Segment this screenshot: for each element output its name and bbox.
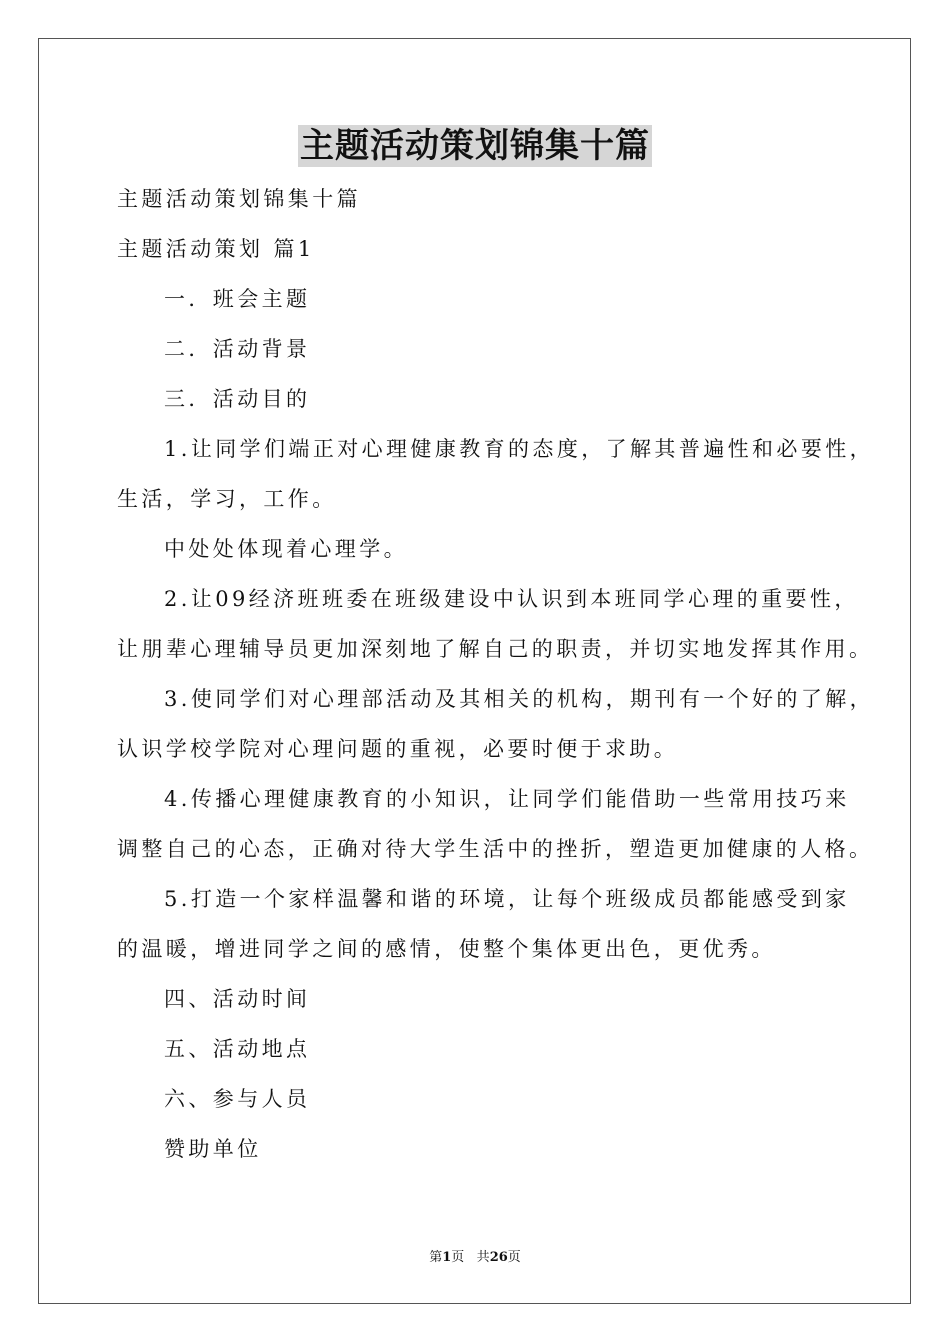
document-body — [117, 180, 875, 1180]
total-pages: 26 — [489, 1250, 508, 1265]
paragraph-line: 生活，学习，工作。 — [117, 487, 337, 511]
paragraph-line: 主题活动策划 篇1 — [117, 237, 315, 261]
paragraph-line: 一．班会主题 — [164, 287, 311, 311]
paragraph-line: 二．活动背景 — [164, 337, 311, 361]
paragraph-line: 主题活动策划锦集十篇 — [117, 187, 361, 211]
document-title: 主题活动策划锦集十篇 — [300, 126, 650, 166]
page-suffix: 页 — [451, 1250, 465, 1265]
paragraph-line: 让朋辈心理辅导员更加深刻地了解自己的职责，并切实地发挥其作用。 — [117, 637, 874, 661]
paragraph-line: 认识学校学院对心理问题的重视，必要时便于求助。 — [117, 737, 679, 761]
title-container — [0, 125, 950, 167]
page-prefix: 第 — [429, 1250, 443, 1265]
paragraph-line: 调整自己的心态，正确对待大学生活中的挫折，塑造更加健康的人格。 — [117, 837, 874, 861]
total-prefix: 共 — [476, 1250, 490, 1265]
page-footer — [0, 1246, 950, 1265]
paragraph-line: 4.传播心理健康教育的小知识，让同学们能借助一些常用技巧来 — [164, 787, 850, 811]
paragraph-line: 五、活动地点 — [164, 1037, 311, 1061]
paragraph-line: 的温暖，增进同学之间的感情，使整个集体更出色，更优秀。 — [117, 937, 776, 961]
paragraph-line: 2.让09经济班班委在班级建设中认识到本班同学心理的重要性， — [164, 587, 859, 611]
paragraph-line: 5.打造一个家样温馨和谐的环境，让每个班级成员都能感受到家 — [164, 887, 850, 911]
paragraph-line: 赞助单位 — [164, 1137, 262, 1161]
paragraph-line: 中处处体现着心理学。 — [164, 537, 408, 561]
paragraph-line: 1.让同学们端正对心理健康教育的态度，了解其普遍性和必要性， — [164, 437, 875, 461]
paragraph-line: 3.使同学们对心理部活动及其相关的机构，期刊有一个好的了解， — [164, 687, 875, 711]
paragraph-line: 六、参与人员 — [164, 1087, 311, 1111]
paragraph-line: 三．活动目的 — [164, 387, 311, 411]
paragraph-line: 四、活动时间 — [164, 987, 311, 1011]
page-number: 1 — [442, 1250, 452, 1265]
total-suffix: 页 — [507, 1250, 521, 1265]
